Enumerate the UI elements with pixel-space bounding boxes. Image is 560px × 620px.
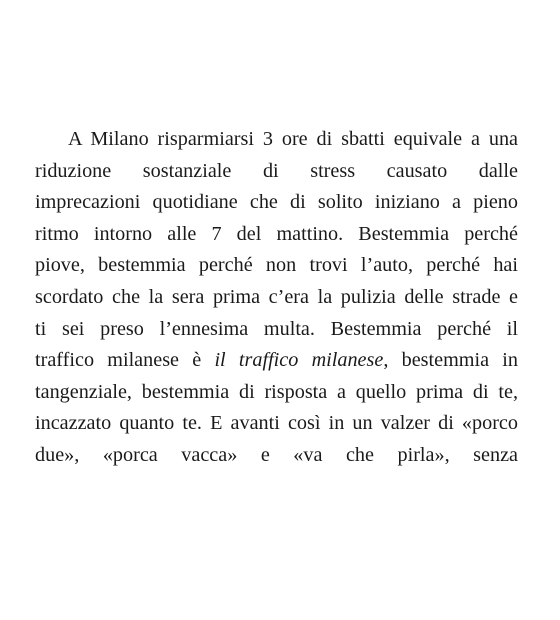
text-line-8 xyxy=(35,345,518,377)
text-line-11: due», «porca vacca» e «va che pirla», senza xyxy=(35,443,518,466)
text-line-3: imprecazioni quotidiane che di solito iniziano a pieno xyxy=(35,191,518,214)
text-line-2: riduzione sostanziale di stress causato dalle xyxy=(35,159,518,182)
text-line-10: incazzato quanto te. E avanti così in un valzer di «porco xyxy=(35,412,518,435)
text-line-4: ritmo intorno alle 7 del mattino. Bestemmia perché xyxy=(35,222,518,245)
text-line-8-after: , bestemmia in xyxy=(383,349,518,372)
text-line-6: scordato che la sera prima c’era la pulizia delle strade e xyxy=(35,285,518,308)
text-line-1: A Milano risparmiarsi 3 ore di sbatti equivale a una xyxy=(68,128,518,150)
text-line-9: tangenziale, bestemmia di risposta a quello prima di te, xyxy=(35,380,518,403)
text-line-7: ti sei preso l’ennesima multa. Bestemmia perché il xyxy=(35,317,518,340)
text-line-8-before: traffico milanese è xyxy=(35,349,215,372)
text-line-5: piove, bestemmia perché non trovi l’auto, perché hai xyxy=(35,254,518,277)
emphasized-phrase: il traffico milanese xyxy=(214,349,384,372)
body-paragraph xyxy=(35,124,518,472)
